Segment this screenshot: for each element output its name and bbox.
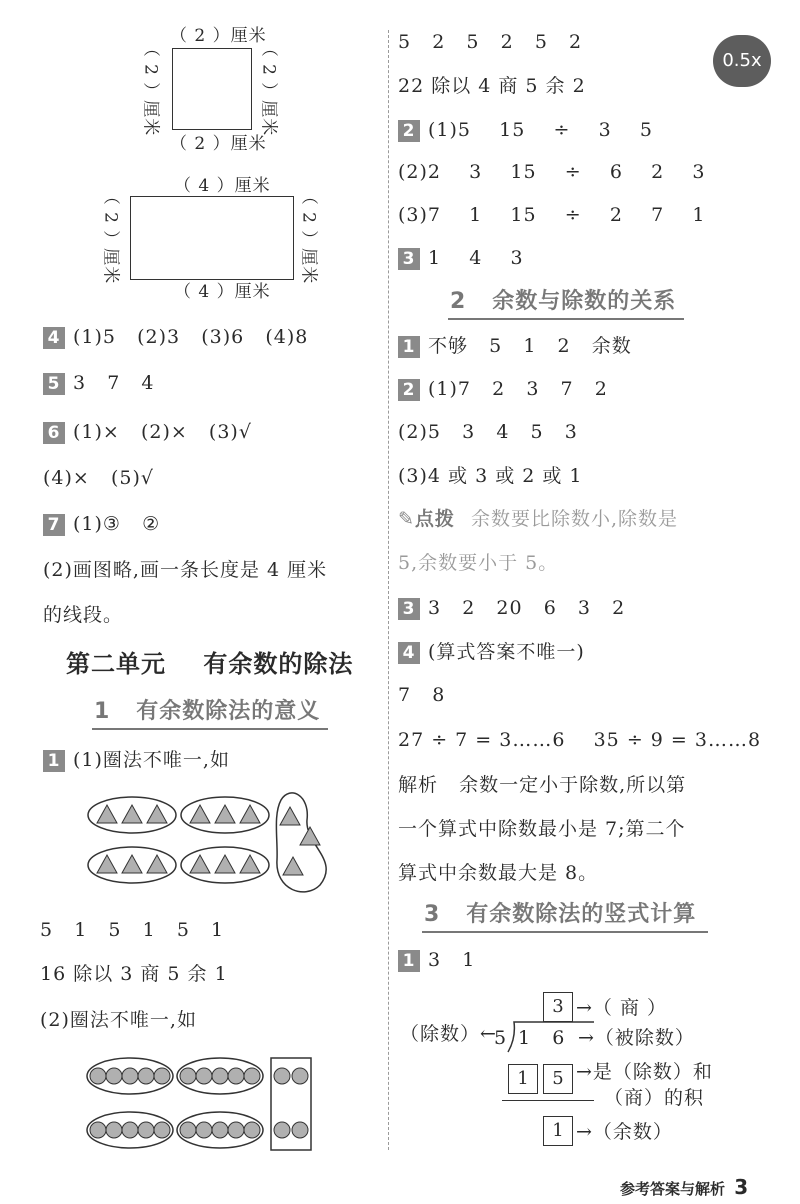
section-2-title: 2 余数与除数的关系 xyxy=(450,289,677,314)
s1-question-1-part2: (2)圈法不唯一,如 xyxy=(40,1009,197,1031)
question-number: 2 xyxy=(398,120,420,142)
dividend-value: 1 6 xyxy=(518,1027,566,1049)
rectangle-right-label: （ 2 ）厘米 xyxy=(298,187,319,285)
s1-question-1 xyxy=(43,748,230,772)
square-figure xyxy=(140,26,280,158)
page-number: 3 xyxy=(734,1175,749,1199)
analysis-line-2: 一个算式中除数最小是 7;第二个 xyxy=(398,818,686,840)
rectangle-top-label: （ 4 ）厘米 xyxy=(174,176,271,196)
rectangle-figure xyxy=(100,172,330,312)
product-label-2: （商）的积 xyxy=(604,1087,705,1109)
square-left-label: （ 2 ）厘米 xyxy=(140,39,161,137)
tip-text: 余数要比除数小,除数是 xyxy=(470,508,678,530)
question-text: 3 1 xyxy=(428,949,476,971)
s3-question-1 xyxy=(398,948,475,972)
product-label-1: →是（除数）和 xyxy=(576,1061,713,1083)
question-number: 3 xyxy=(398,248,420,270)
page-footer xyxy=(620,1175,748,1199)
long-division-diagram xyxy=(398,990,738,1150)
section-2-underline xyxy=(448,318,684,320)
square-shape xyxy=(172,48,252,130)
r-question-2-line2: (2)2 3 15 ÷ 6 2 3 xyxy=(398,161,706,183)
question-7-line2: (2)画图略,画一条长度是 4 厘米 xyxy=(43,559,328,581)
question-number: 4 xyxy=(43,327,65,349)
remainder-label: →（余数） xyxy=(576,1121,673,1143)
question-number: 2 xyxy=(398,379,420,401)
s2-question-2 xyxy=(398,377,608,401)
r-question-2-line3: (3)7 1 15 ÷ 2 7 1 xyxy=(398,204,706,226)
question-number: 1 xyxy=(398,950,420,972)
analysis-line-3: 算式中余数最大是 8。 xyxy=(398,862,599,884)
question-7-line3: 的线段。 xyxy=(43,604,124,626)
question-number: 5 xyxy=(43,373,65,395)
question-5 xyxy=(43,371,155,395)
column-divider xyxy=(388,30,389,1150)
question-number: 7 xyxy=(43,514,65,536)
unit-title: 第二单元 有余数的除法 xyxy=(66,650,354,678)
divisor-label: （除数）← xyxy=(400,1023,497,1045)
question-text: (算式答案不唯一) xyxy=(428,641,585,663)
rectangle-left-label: （ 2 ）厘米 xyxy=(100,187,121,285)
question-text: (1)× (2)× (3)√ xyxy=(73,421,252,443)
square-top-label: （ 2 ）厘米 xyxy=(170,26,267,46)
s2-question-1 xyxy=(398,334,632,358)
s2-question-3 xyxy=(398,596,625,620)
square-bottom-label: （ 2 ）厘米 xyxy=(170,134,267,154)
quotient-box: 3 xyxy=(543,992,573,1022)
tip-line-1 xyxy=(398,507,678,531)
question-text: (1)圈法不唯一,如 xyxy=(73,749,230,771)
question-text: (1)5 (2)3 (3)6 (4)8 xyxy=(73,326,309,348)
divisor-value: 5 xyxy=(494,1027,508,1049)
question-number: 1 xyxy=(43,750,65,772)
section-3-title: 3 有余数除法的竖式计算 xyxy=(424,902,697,927)
question-7 xyxy=(43,512,160,536)
question-6 xyxy=(43,420,252,444)
zoom-badge[interactable]: 0.5x xyxy=(713,35,771,87)
rectangle-shape xyxy=(130,196,294,280)
section-3-underline xyxy=(422,931,708,933)
question-number: 3 xyxy=(398,598,420,620)
rectangle-bottom-label: （ 4 ）厘米 xyxy=(174,282,271,302)
triangle-grouping-figure xyxy=(85,790,335,900)
question-6-line2: (4)× (5)√ xyxy=(43,467,154,489)
r-answer-line-2: 22 除以 4 商 5 余 2 xyxy=(398,75,586,97)
s2-question-2-line3: (3)4 或 3 或 2 或 1 xyxy=(398,465,583,487)
question-number: 6 xyxy=(43,422,65,444)
s2-question-4 xyxy=(398,640,585,664)
s2-question-4-line2: 7 8 xyxy=(398,684,446,706)
question-text: 不够 5 1 2 余数 xyxy=(428,335,632,357)
section-1-title: 1 有余数除法的意义 xyxy=(94,699,321,724)
product-box-2: 5 xyxy=(543,1064,573,1094)
question-text: (1)7 2 3 7 2 xyxy=(428,378,608,400)
r-question-3 xyxy=(398,246,524,270)
question-text: 3 2 20 6 3 2 xyxy=(428,597,626,619)
question-text: (1)③ ② xyxy=(73,513,161,535)
tip-line-2: 5,余数要小于 5。 xyxy=(398,552,559,574)
pen-icon: ✎ xyxy=(398,508,415,530)
question-text: (1)5 15 ÷ 3 5 xyxy=(428,119,653,141)
circle-grouping-figure xyxy=(85,1050,325,1160)
quotient-label: →（ 商 ） xyxy=(576,997,667,1019)
subtraction-line xyxy=(502,1100,594,1101)
square-right-label: （ 2 ）厘米 xyxy=(258,39,279,137)
tip-label: 点拨 xyxy=(414,508,455,530)
s2-question-2-line2: (2)5 3 4 5 3 xyxy=(398,421,578,443)
dividend-label: →（被除数） xyxy=(578,1027,695,1049)
analysis-line-1: 解析 余数一定小于除数,所以第 xyxy=(398,774,687,796)
product-box-1: 1 xyxy=(508,1064,538,1094)
question-number: 1 xyxy=(398,336,420,358)
section-1-underline xyxy=(92,728,328,730)
question-4 xyxy=(43,325,308,349)
r-answer-line-1: 5 2 5 2 5 2 xyxy=(398,31,583,53)
footer-label: 参考答案与解析 xyxy=(620,1180,726,1198)
remainder-box: 1 xyxy=(543,1116,573,1146)
question-text: 1 4 3 xyxy=(428,247,524,269)
s2-question-4-line3: 27 ÷ 7 = 3……6 35 ÷ 9 = 3……8 xyxy=(398,729,762,751)
s1-question-1-answer: 5 1 5 1 5 1 xyxy=(40,919,225,941)
s1-question-1-sentence: 16 除以 3 商 5 余 1 xyxy=(40,963,228,985)
question-text: 3 7 4 xyxy=(73,372,155,394)
r-question-2 xyxy=(398,118,653,142)
question-number: 4 xyxy=(398,642,420,664)
